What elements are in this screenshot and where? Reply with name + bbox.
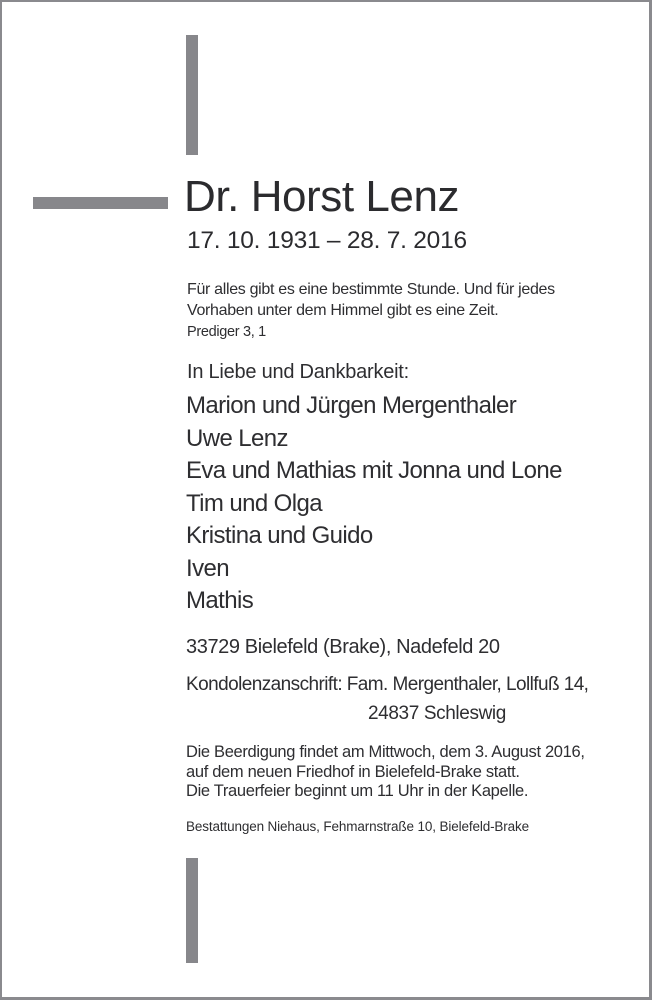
quote-source: Prediger 3, 1 xyxy=(187,324,266,340)
deceased-name: Dr. Horst Lenz xyxy=(184,172,460,221)
life-dates: 17. 10. 1931 – 28. 7. 2016 xyxy=(187,227,467,254)
funeral-info xyxy=(186,743,585,802)
crop-mark-left xyxy=(33,197,168,209)
funeral-line-1: Die Beerdigung findet am Mittwoch, dem 3. August 2016, xyxy=(186,743,585,761)
home-address: 33729 Bielefeld (Brake), Nadefeld 20 xyxy=(186,636,500,658)
mourner-name: Kristina und Guido xyxy=(186,522,373,549)
crop-mark-top xyxy=(186,35,198,155)
mourner-name: Eva und Mathias mit Jonna und Lone xyxy=(186,457,562,484)
funeral-line-2: auf dem neuen Friedhof in Bielefeld-Brake statt. xyxy=(186,762,520,781)
quote-line-2: Vorhaben unter dem Himmel gibt es eine Zeit. xyxy=(187,302,499,319)
undertaker-info: Bestattungen Niehaus, Fehmarnstraße 10, Bielefeld-Brake xyxy=(186,819,530,834)
condolence-address-line-1: Kondolenzanschrift: Fam. Mergenthaler, Lollfuß 14, xyxy=(186,674,589,695)
mourning-intro: In Liebe und Dankbarkeit: xyxy=(187,361,409,383)
mourner-name: Marion und Jürgen Mergenthaler xyxy=(186,392,517,419)
condolence-address-line-2: 24837 Schleswig xyxy=(368,703,506,724)
crop-mark-bottom xyxy=(186,858,198,963)
mourner-name: Iven xyxy=(186,554,229,582)
mourner-name: Mathis xyxy=(186,587,254,614)
scripture-quote xyxy=(187,279,555,341)
funeral-line-3: Die Trauerfeier beginnt um 11 Uhr in der Kapelle. xyxy=(186,782,529,801)
mourner-name: Tim und Olga xyxy=(186,489,322,517)
quote-line-1: Für alles gibt es eine bestimmte Stunde. Und für jedes xyxy=(187,281,555,298)
mourner-name: Uwe Lenz xyxy=(186,424,288,452)
mourners-list xyxy=(186,390,562,618)
